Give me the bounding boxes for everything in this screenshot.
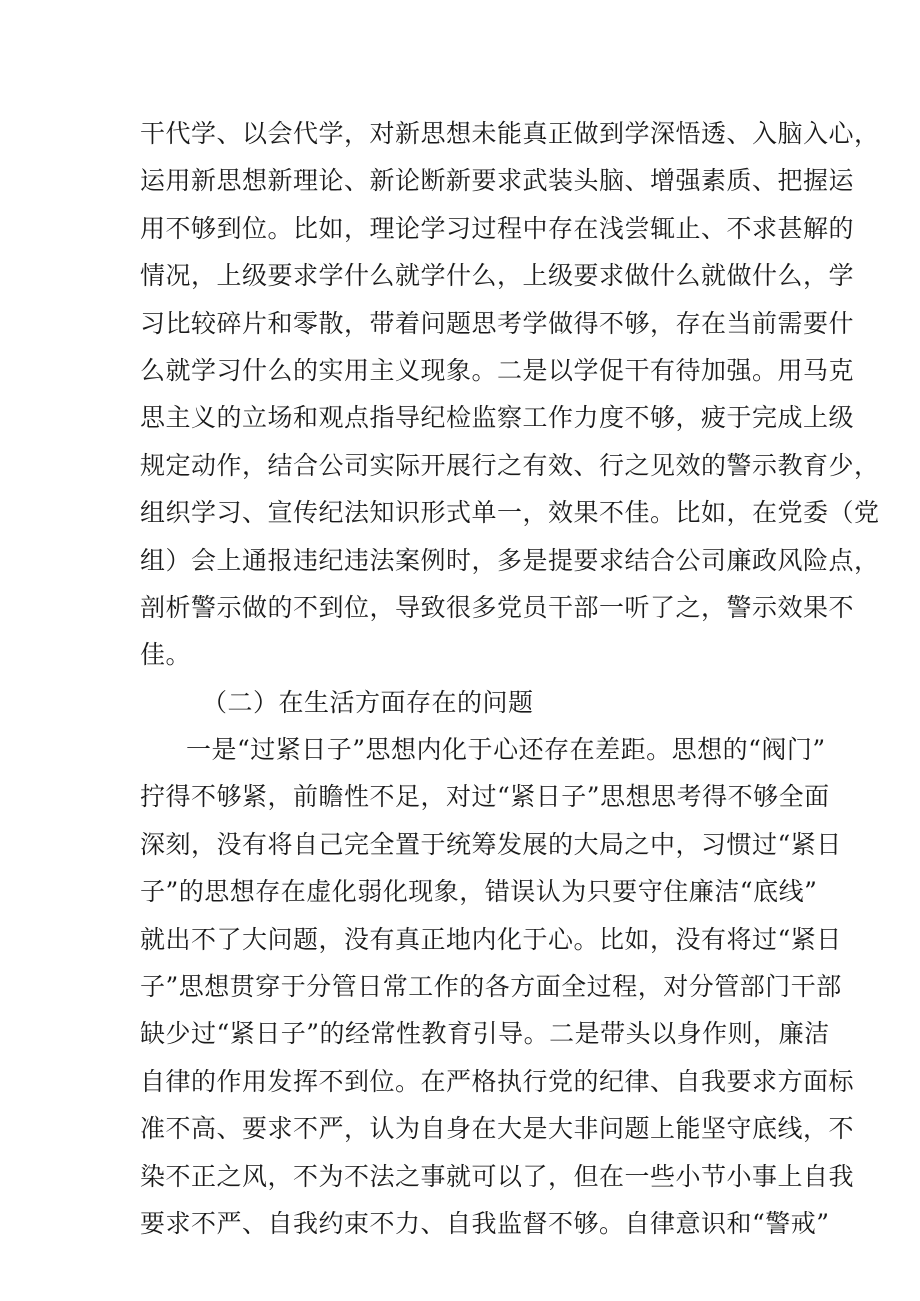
text-line: 缺少过“紧日子”的经常性教育引导。二是带头以身作则，廉洁 [140, 1019, 830, 1049]
text-line: 深刻，没有将自己完全置于统筹发展的大局之中，习惯过“紧日 [140, 829, 842, 859]
text-line: 情况，上级要求学什么就学什么，上级要求做什么就做什么，学 [140, 261, 855, 291]
text-line: 干代学、以会代学，对新思想未能真正做到学深悟透、入脑入心， [140, 119, 880, 148]
text-line: 思主义的立场和观点指导纪检监察工作力度不够，疲于完成上级 [140, 403, 855, 433]
text-line: 规定动作，结合公司实际开展行之有效、行之见效的警示教育少， [140, 450, 880, 480]
text-line: 就出不了大问题，没有真正地内化于心。比如，没有将过“紧日 [140, 924, 842, 954]
text-line: 么就学习什么的实用主义现象。二是以学促干有待加强。用马克 [140, 355, 855, 385]
text-line: 用不够到位。比如，理论学习过程中存在浅尝辄止、不求甚解的 [140, 213, 855, 243]
body-text [140, 110, 880, 1247]
text-line: 要求不严、自我约束不力、自我监督不够。自律意识和“警戒” [140, 1208, 830, 1238]
text-line: 运用新思想新理论、新论断新要求武装头脑、增强素质、把握运 [140, 166, 855, 196]
text-line: 染不正之风，不为不法之事就可以了，但在一些小节小事上自我 [140, 1161, 855, 1191]
text-line: 组）会上通报违纪违法案例时，多是提要求结合公司廉政风险点， [140, 545, 880, 575]
text-line: 自律的作用发挥不到位。在严格执行党的纪律、自我要求方面标 [140, 1066, 855, 1096]
text-line: 组织学习、宣传纪法知识形式单一，效果不佳。比如，在党委（党 [140, 498, 880, 528]
paragraph-first-line: 一是“过紧日子”思想内化于心还存在差距。思想的“阀门” [186, 735, 826, 765]
text-line: 子”思想贯穿于分管日常工作的各方面全过程，对分管部门干部 [140, 972, 842, 1002]
text-line: 拧得不够紧，前瞻性不足，对过“紧日子”思想思考得不够全面 [140, 782, 830, 812]
section-heading: （二）在生活方面存在的问题 [202, 687, 534, 717]
text-line: 佳。 [140, 640, 192, 670]
text-line: 准不高、要求不严，认为自身在大是大非问题上能坚守底线，不 [140, 1114, 855, 1144]
text-line: 剖析警示做的不到位，导致很多党员干部一听了之，警示效果不 [140, 592, 855, 622]
text-line: 习比较碎片和零散，带着问题思考学做得不够，存在当前需要什 [140, 308, 855, 338]
text-line: 子”的思想存在虚化弱化现象，错误认为只要守住廉洁“底线” [140, 877, 818, 907]
